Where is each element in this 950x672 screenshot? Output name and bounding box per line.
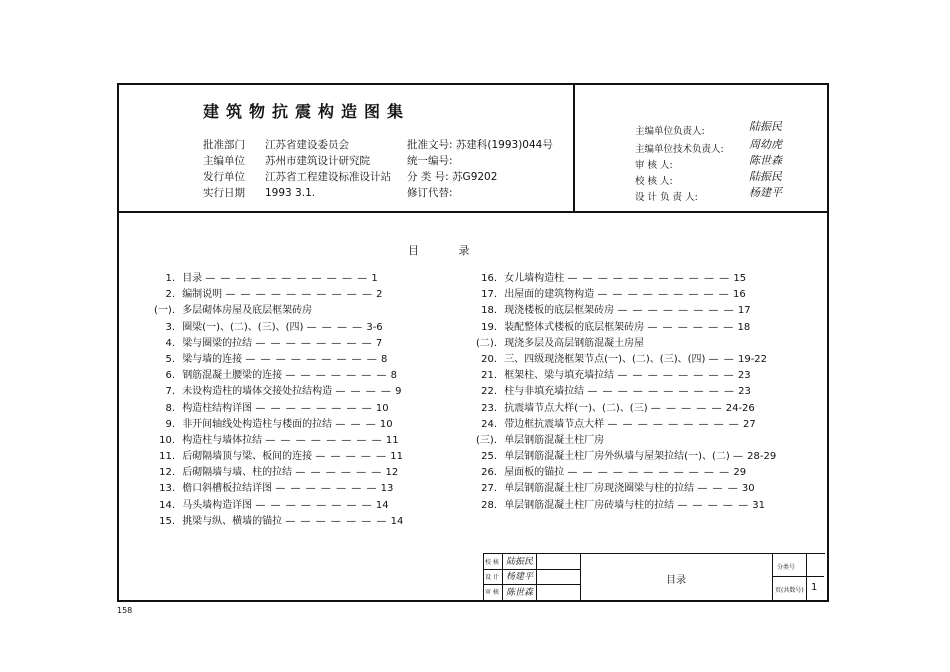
toc-item-number: 20.	[481, 353, 497, 365]
divider	[772, 554, 773, 601]
toc-heading: 目 录	[408, 244, 488, 257]
toc-item-title: 未设构造柱的墙体交接处拉结构造	[182, 386, 333, 398]
toc-item	[475, 271, 776, 287]
toc-item	[153, 271, 403, 287]
toc-item-number: 28.	[481, 499, 497, 511]
toc-item-page: 28-29	[747, 451, 777, 463]
toc-item-leader: — — — — — — —	[285, 515, 388, 527]
toc-item	[153, 320, 403, 336]
field-chief-editor: 主编单位 苏州市建筑设计研究院	[203, 155, 370, 167]
toc-item-leader: — — — — — —	[295, 467, 383, 479]
toc-item-title: 非开间轴线处构造柱与楼面的拉结	[182, 418, 333, 430]
responsible-persons	[573, 85, 829, 211]
resp-row: 设 计 负 责 人:	[635, 192, 698, 203]
toc-item-number: 25.	[481, 451, 497, 463]
toc-item	[153, 514, 403, 530]
toc-item-title: 檐口斜槽板拉结详图	[182, 483, 273, 495]
toc-item-page: 15	[733, 273, 747, 284]
toc-item-page: 27	[743, 418, 756, 430]
toc-item-page: 3-6	[366, 321, 383, 333]
toc-item-number: 3.	[165, 321, 175, 333]
toc-item-number: 15.	[159, 515, 175, 527]
toc-item-leader: — — — — — — — — — —	[225, 289, 373, 301]
toc-item-leader: — — — — — — — —	[255, 337, 373, 349]
toc-item-number: 14.	[159, 499, 175, 511]
toc-item-leader: — —	[708, 353, 735, 365]
toc-item-leader: — — — — — — — — —	[597, 289, 730, 301]
row-label: 审 核	[485, 589, 499, 596]
toc-item	[475, 449, 776, 465]
atlas-title: 建筑物抗震构造图集	[203, 102, 411, 121]
resp-row: 审 核 人:	[635, 160, 673, 171]
toc-item-leader: — — — — — — — —	[617, 370, 735, 382]
toc-item-leader: — — — — — — — —	[265, 434, 383, 446]
toc-item-page: 14	[375, 499, 389, 511]
toc-item-leader: — — — — —	[315, 451, 388, 463]
toc-item-page: 30	[741, 483, 755, 495]
signature: 陆振民	[749, 120, 782, 133]
field-approval-dept: 批准部门 江苏省建设委员会	[203, 139, 349, 151]
divider	[502, 554, 503, 601]
toc-item-title: 出屋面的建筑物构造	[504, 289, 595, 301]
toc-item-page: 31	[752, 499, 766, 511]
toc-item-title: 梁与墙的连接	[182, 353, 243, 365]
toc-item	[475, 287, 776, 303]
toc-item	[475, 320, 776, 336]
toc-item-number: 4.	[165, 337, 175, 349]
field-revision: 修订代替:	[407, 187, 453, 199]
toc-item-title: 后砌隔墙顶与梁、板间的连接	[182, 451, 313, 463]
toc-item	[153, 433, 403, 449]
toc-item-leader: — — —	[335, 418, 377, 430]
toc-item-title: 圈梁(一)、(二)、(三)、(四)	[182, 321, 304, 333]
signature: 周幼虎	[749, 138, 782, 151]
toc-item-page: 10	[379, 418, 393, 430]
toc-item-number: 26.	[481, 467, 497, 479]
toc-item-number: 13.	[159, 483, 175, 495]
field-unified-no: 统一编号:	[407, 155, 453, 167]
toc-item	[475, 433, 776, 449]
toc-item-leader: — — — — — — — — — — —	[205, 273, 369, 284]
row-label: 校 核	[485, 559, 499, 566]
divider	[536, 554, 537, 601]
toc-item-title: 带边框抗震墙节点大样	[504, 418, 605, 430]
toc-item	[475, 384, 776, 400]
toc-item-leader: — — — — — —	[647, 321, 735, 333]
toc-item	[475, 336, 776, 352]
divider	[580, 554, 581, 601]
toc-item-leader: — — — — —	[677, 499, 750, 511]
toc-item-title: 马头墙构造详图	[182, 499, 253, 511]
toc-item-title: 构造柱结构详图	[182, 402, 253, 414]
toc-item-leader: — — — —	[306, 321, 364, 333]
toc-item-page: 19-22	[737, 353, 768, 365]
toc-item-title: 构造柱与墙体拉结	[182, 434, 263, 446]
toc-item-page: 24-26	[725, 402, 755, 414]
toc-item-number: 9.	[165, 418, 175, 430]
toc-item-page: 11	[390, 451, 404, 463]
toc-item	[475, 498, 776, 514]
toc-item-number: 17.	[481, 289, 497, 301]
field-publisher: 发行单位 江苏省工程建设标准设计站	[203, 171, 391, 183]
toc-item	[153, 417, 403, 433]
header-block	[119, 85, 827, 213]
toc-item-leader: — — — — — — — —	[255, 499, 373, 511]
toc-item-number: 16.	[481, 273, 497, 284]
toc-item	[475, 417, 776, 433]
page-number: 1	[811, 582, 818, 593]
toc-item-number: (三).	[476, 434, 497, 446]
toc-item-title: 单层钢筋混凝土柱厂房外纵墙与屋架拉结(一)、(二)	[504, 451, 730, 463]
toc-item-leader: — — — — — — — — —	[245, 353, 378, 365]
toc-item-number: 19.	[481, 321, 497, 333]
toc-item-title: 三、四级现浇框架节点(一)、(二)、(三)、(四)	[504, 353, 706, 365]
toc-item-number: 24.	[481, 418, 497, 430]
toc-item-title: 柱与非填充墙拉结	[504, 386, 585, 398]
toc-item-leader: —	[732, 451, 744, 463]
toc-item	[153, 303, 403, 319]
toc-item-title: 屋面板的锚拉	[504, 467, 565, 479]
toc-item-title: 现浇多层及高层钢筋混凝土房屋	[504, 337, 645, 349]
toc-item	[153, 336, 403, 352]
toc-left-column	[153, 271, 403, 530]
toc-item-number: 7.	[165, 386, 175, 398]
toc-item-page: 1	[371, 273, 378, 284]
toc-item	[153, 401, 403, 417]
toc-item-leader: — — — — — — —	[285, 370, 388, 382]
toc-item-page: 7	[375, 337, 383, 349]
toc-item-page: 10	[375, 402, 389, 414]
toc-item	[475, 465, 776, 481]
toc-right-column	[475, 271, 776, 514]
toc-item	[475, 368, 776, 384]
toc-item-page: 2	[376, 289, 383, 301]
toc-item-title: 挑梁与纵、横墙的锚拉	[182, 515, 283, 527]
toc-item-title: 框架柱、梁与填充墙拉结	[504, 370, 615, 382]
toc-item-number: 21.	[481, 370, 497, 382]
toc-item-page: 12	[385, 467, 399, 479]
toc-item-title: 单层钢筋混凝土柱厂房	[504, 434, 605, 446]
toc-item	[153, 352, 403, 368]
toc-item-page: 14	[390, 515, 404, 527]
atlas-number-label: 分类号	[777, 564, 796, 571]
toc-item-leader: — — — — — — — — —	[607, 418, 740, 430]
toc-item-page: 11	[385, 434, 399, 446]
toc-item-title: 装配整体式楼板的底层框架砖房	[504, 321, 645, 333]
toc-item-title: 编制说明	[182, 289, 223, 301]
toc-item-title: 单层钢筋混凝土柱厂房砖墙与柱的拉结	[504, 499, 675, 511]
toc-item-leader: — — — — — — — — — — —	[567, 273, 731, 284]
toc-item-title: 后砌隔墙与墙、柱的拉结	[182, 467, 293, 479]
drawing-title: 目录	[666, 575, 686, 586]
toc-item	[153, 481, 403, 497]
resp-row: 校 核 人:	[635, 176, 673, 187]
toc-item-number: 5.	[165, 353, 175, 365]
page-corner-mark: 158	[117, 606, 133, 615]
page-label: 页(共数号)	[775, 587, 804, 594]
field-approval-no: 批准文号: 苏建科(1993)044号	[407, 139, 553, 151]
resp-row: 主编单位负责人:	[635, 126, 705, 137]
toc-item	[153, 287, 403, 303]
toc-item-page: 23	[737, 370, 751, 382]
title-block	[483, 553, 825, 601]
toc-item-title: 目录	[182, 273, 203, 284]
toc-item-number: 18.	[481, 305, 497, 317]
toc-item-leader: — — —	[697, 483, 739, 495]
toc-item-page: 18	[737, 321, 751, 333]
signature: 陆振民	[506, 557, 534, 567]
toc-item	[475, 303, 776, 319]
toc-item	[153, 368, 403, 384]
signature: 杨建平	[749, 186, 782, 199]
toc-item-leader: — — — — — — — —	[255, 402, 373, 414]
toc-item-number: 23.	[481, 402, 497, 414]
signature: 陈世森	[506, 588, 534, 598]
toc-item-leader: — — — —	[335, 386, 392, 398]
toc-item-page: 8	[390, 370, 398, 382]
toc-item	[153, 498, 403, 514]
toc-item-number: (一).	[154, 305, 175, 317]
toc-item-title: 单层钢筋混凝土柱厂房现浇圈梁与柱的拉结	[504, 483, 695, 495]
signature: 陈世森	[749, 154, 782, 167]
toc-item-leader: — — — — — — — — — —	[587, 386, 735, 398]
toc-item-page: 9	[395, 386, 402, 398]
toc-item-number: (二).	[476, 337, 497, 349]
toc-item	[475, 401, 776, 417]
toc-item-leader: — — — — —	[650, 402, 723, 414]
divider	[772, 576, 824, 577]
toc-item-title: 抗震墙节点大样(一)、(二)、(三)	[504, 402, 648, 414]
toc-item-page: 13	[380, 483, 394, 495]
toc-item-title: 现浇楼板的底层框架砖房	[504, 305, 615, 317]
toc-item-number: 8.	[165, 402, 175, 414]
toc-item	[475, 352, 776, 368]
toc-item-number: 6.	[165, 370, 175, 382]
resp-row: 主编单位技术负责人:	[635, 144, 724, 155]
field-effective-date: 实行日期 1993 3.1.	[203, 187, 316, 199]
toc-item-leader: — — — — — — — —	[617, 305, 735, 317]
toc-item-number: 2.	[165, 289, 175, 301]
toc-item-number: 11.	[159, 451, 175, 463]
toc-item-title: 钢筋混凝土腰梁的连接	[182, 370, 283, 382]
toc-item-page: 16	[733, 289, 746, 301]
toc-item-title: 女儿墙构造柱	[504, 273, 565, 284]
row-label: 设 计	[485, 574, 499, 581]
toc-item-page: 29	[733, 467, 747, 479]
toc-item-page: 8	[381, 353, 388, 365]
toc-item	[475, 481, 776, 497]
toc-item-number: 22.	[481, 386, 497, 398]
toc-item	[153, 449, 403, 465]
toc-item	[153, 384, 403, 400]
toc-item-number: 27.	[481, 483, 497, 495]
divider	[806, 554, 807, 601]
toc-item-number: 12.	[159, 467, 175, 479]
signature: 杨建平	[506, 572, 534, 582]
toc-item-number: 1.	[165, 273, 175, 284]
toc-item-leader: — — — — — — — — — — —	[567, 467, 731, 479]
toc-item	[153, 465, 403, 481]
toc-item-page: 17	[737, 305, 751, 317]
signature: 陆振民	[749, 170, 782, 183]
drawing-sheet	[117, 83, 829, 602]
toc-item-page: 23	[738, 386, 751, 398]
field-class-no: 分 类 号: 苏G9202	[407, 171, 498, 183]
toc-item-leader: — — — — — — —	[275, 483, 378, 495]
toc-item-title: 多层砌体房屋及底层框架砖房	[182, 305, 313, 317]
toc-item-title: 梁与圈梁的拉结	[182, 337, 253, 349]
toc-item-number: 10.	[159, 434, 175, 446]
